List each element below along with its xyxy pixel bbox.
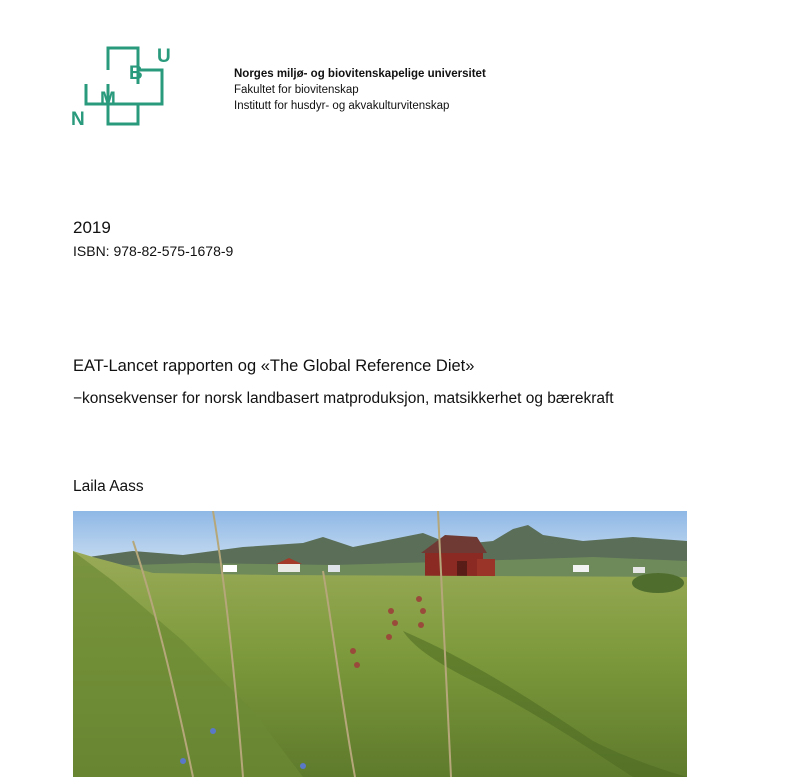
report-title: EAT-Lancet rapporten og «The Global Reference Diet» xyxy=(73,357,475,375)
publication-year: 2019 xyxy=(73,218,111,237)
institute-name: Institutt for husdyr- og akvakulturvitenskap xyxy=(234,100,450,112)
shrub xyxy=(632,573,684,593)
report-subtitle: −konsekvenser for norsk landbasert matproduksjon, matsikkerhet og bærekraft xyxy=(73,390,614,407)
cover-photo xyxy=(73,511,687,777)
logo-letter-b: B xyxy=(129,63,143,84)
logo-letter-u: U xyxy=(157,46,171,67)
logo-letter-m: M xyxy=(100,89,116,110)
nmbu-logo xyxy=(66,40,178,132)
university-name: Norges miljø- og biovitenskapelige universitet xyxy=(234,68,486,80)
author-name: Laila Aass xyxy=(73,478,144,495)
isbn: ISBN: 978-82-575-1678-9 xyxy=(73,243,234,259)
faculty-name: Fakultet for biovitenskap xyxy=(234,84,359,96)
logo-letter-n: N xyxy=(71,109,85,130)
institution-block xyxy=(234,66,486,114)
